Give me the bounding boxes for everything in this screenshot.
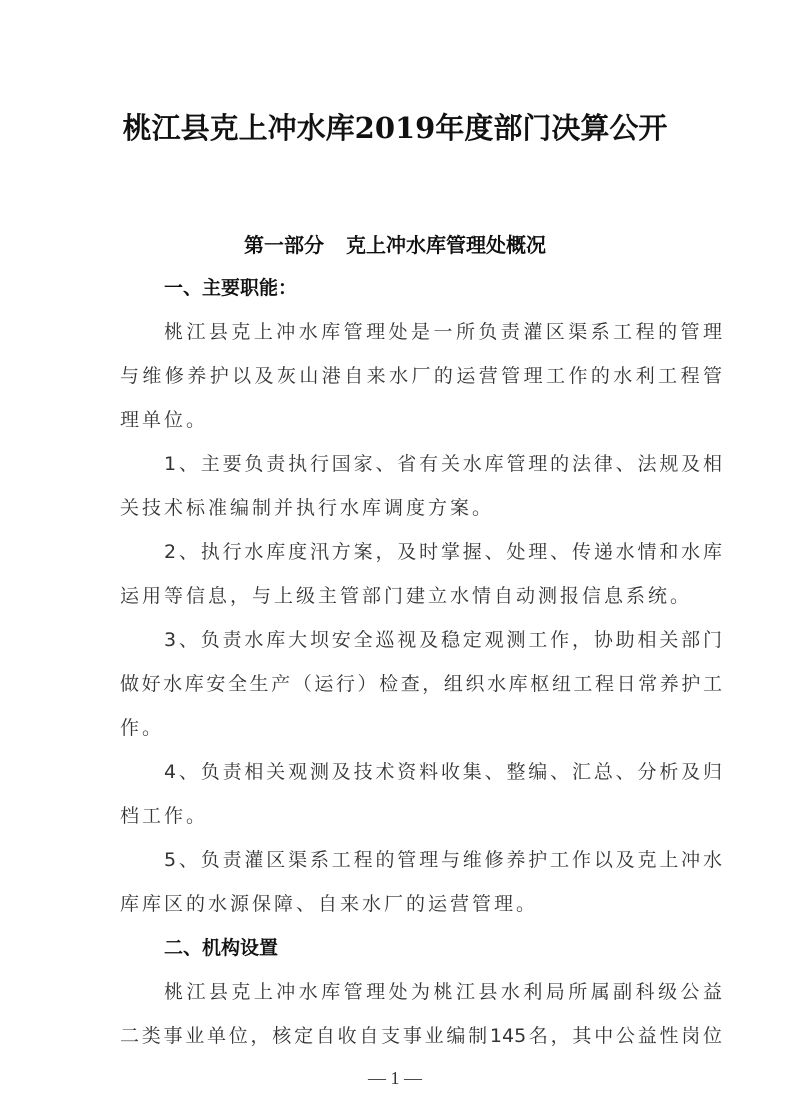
part-label: 第一部分 [244, 233, 324, 257]
part-heading [0, 229, 790, 258]
text-line: 理单位。 [120, 409, 209, 431]
text-line: 2、执行水库度汛方案，及时掌握、处理、传递水情和水库 [164, 541, 722, 563]
text-line: 档工作。 [120, 805, 209, 827]
document-title: 桃江县克上冲水库2019年度部门决算公开 [122, 111, 668, 145]
page-number: — 1 — [368, 1068, 422, 1088]
text-line: 4、负责相关观测及技术资料收集、整编、汇总、分析及归 [164, 761, 722, 783]
paragraph [120, 442, 722, 530]
paragraph [120, 310, 722, 442]
paragraph [120, 618, 722, 750]
text-line: 作。 [120, 717, 165, 739]
text-line: 桃江县克上冲水库管理处是一所负责灌区渠系工程的管理 [164, 321, 722, 343]
paragraph [120, 750, 722, 838]
document-body [120, 266, 722, 1058]
text-line: 做好水库安全生产（运行）检查，组织水库枢纽工程日常养护工 [120, 673, 722, 695]
paragraph [120, 838, 722, 926]
text-line: 与维修养护以及灰山港自来水厂的运营管理工作的水利工程管 [120, 365, 722, 387]
text-line: 关技术标准编制并执行水库调度方案。 [120, 497, 495, 519]
section-heading: 二、机构设置 [164, 937, 279, 959]
text-line: 5、负责灌区渠系工程的管理与维修养护工作以及克上冲水 [164, 849, 722, 871]
paragraph [120, 970, 722, 1058]
text-line: 运用等信息，与上级主管部门建立水情自动测报信息系统。 [120, 585, 693, 607]
paragraph [120, 530, 722, 618]
part-name: 克上冲水库管理处概况 [346, 233, 546, 257]
text-line: 1、主要负责执行国家、省有关水库管理的法律、法规及相 [164, 453, 722, 475]
text-line: 3、负责水库大坝安全巡视及稳定观测工作，协助相关部门 [164, 629, 722, 651]
section-heading: 一、主要职能： [164, 277, 298, 299]
text-line: 二类事业单位，核定自收自支事业编制145名，其中公益性岗位 [120, 1025, 722, 1047]
text-line: 库库区的水源保障、自来水厂的运营管理。 [120, 893, 539, 915]
text-line: 桃江县克上冲水库管理处为桃江县水利局所属副科级公益 [164, 981, 722, 1003]
